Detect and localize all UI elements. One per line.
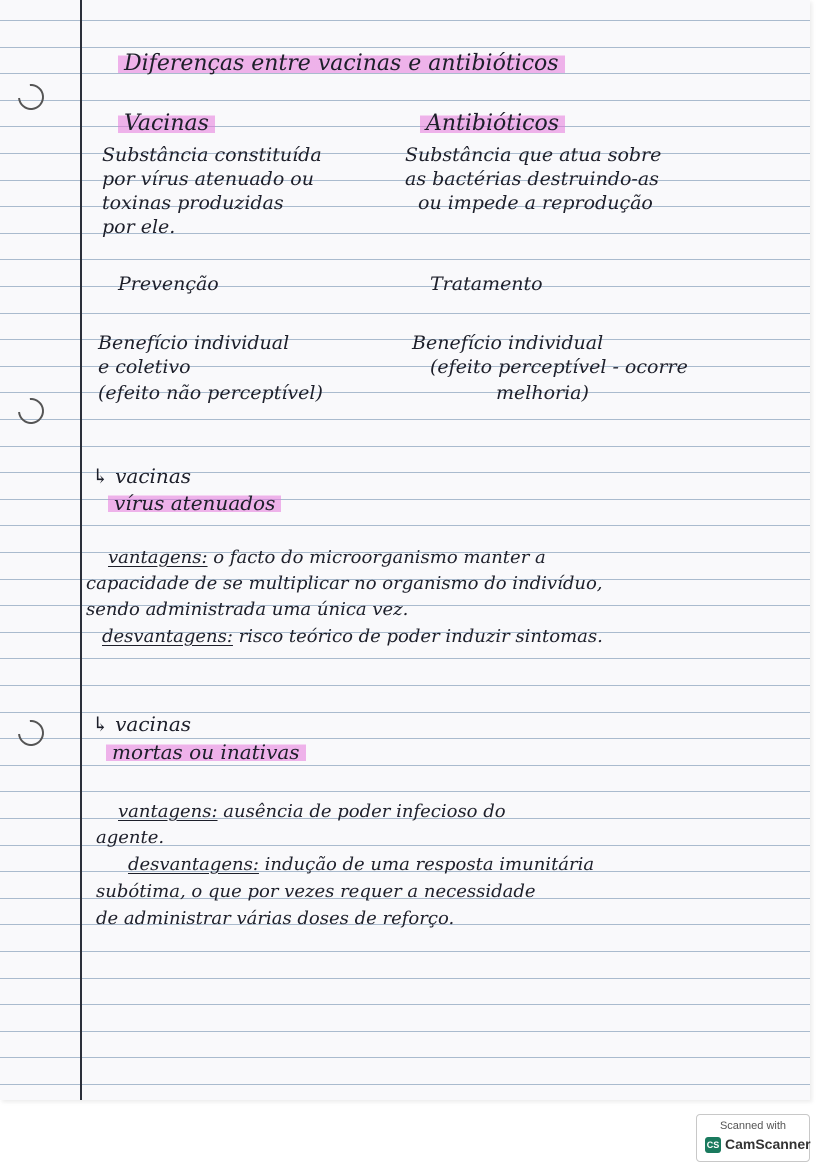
atenuadas-arrow-title: ↳ vacinas [92,464,192,488]
binder-hole-mark [13,715,50,752]
ruled-line [0,1004,810,1005]
desvantagens-label: desvantagens: [102,626,233,647]
camscanner-brand: CamScanner [725,1136,811,1152]
ruled-line [0,685,810,686]
ruled-line [0,738,810,739]
mortas-desvantagens: desvantagens: indução de uma resposta imunitária [128,854,595,875]
ruled-line [0,259,810,260]
ruled-line [0,765,810,766]
mortas-desvantagens-line: de administrar várias doses de reforço. [96,908,455,929]
mortas-vantagens: vantagens: ausência de poder infecioso do [118,801,506,822]
antibioticos-definition-line: ou impede a reprodução [418,192,653,214]
vantagens-label: vantagens: [108,547,208,568]
ruled-line [0,791,810,792]
vacinas-benefit-line: Benefício individual [98,332,290,354]
scanned-with-label: Scanned with [719,1120,787,1132]
ruled-line [0,951,810,952]
binder-hole-mark [13,79,50,116]
ruled-line [0,525,810,526]
ruled-line [0,1084,810,1085]
margin-line [80,0,82,1100]
atenuadas-subtitle: vírus atenuados [108,491,281,515]
vacinas-benefit-line: (efeito não perceptível) [98,382,323,404]
ruled-line [0,978,810,979]
atenuadas-desvantagens: desvantagens: risco teórico de poder induzir sintomas. [102,626,603,647]
mortas-vantagens-line: agente. [96,827,165,848]
mortas-desvantagens-line: subótima, o que por vezes requer a necessidade [96,881,536,902]
ruled-line [0,1057,810,1058]
vantagens-label: vantagens: [118,801,218,822]
atenuadas-vantagens: vantagens: o facto do microorganismo manter a [108,547,546,568]
camscanner-watermark [696,1114,810,1162]
vacinas-purpose: Prevenção [118,273,219,295]
vacinas-definition-line: por ele. [102,216,176,238]
ruled-line [0,100,810,101]
vacinas-definition-line: Substância constituída [102,144,322,166]
antibioticos-benefit-line: Benefício individual [412,332,604,354]
desvantagens-label: desvantagens: [128,854,259,875]
ruled-line [0,446,810,447]
heading-vacinas: Vacinas [118,112,215,136]
ruled-line [0,313,810,314]
mortas-arrow-title: ↳ vacinas [92,712,192,736]
vacinas-definition-line: por vírus atenuado ou [102,168,314,190]
ruled-line [0,658,810,659]
vacinas-definition-line: toxinas produzidas [102,192,284,214]
antibioticos-benefit-line: melhoria) [496,382,589,404]
ruled-line [0,47,810,48]
antibioticos-benefit-line: (efeito perceptível - ocorre [430,356,688,378]
antibioticos-definition-line: as bactérias destruindo-as [405,168,659,190]
atenuadas-vantagens-line: capacidade de se multiplicar no organismo do indivíduo, [86,573,603,594]
ruled-line [0,20,810,21]
antibioticos-definition-line: Substância que atua sobre [405,144,662,166]
page-title: Diferenças entre vacinas e antibióticos [118,52,565,76]
binder-hole-mark [13,393,50,430]
ruled-line [0,419,810,420]
atenuadas-vantagens-line: sendo administrada uma única vez. [86,599,409,620]
ruled-line [0,1031,810,1032]
vacinas-benefit-line: e coletivo [98,356,191,378]
mortas-subtitle: mortas ou inativas [106,740,306,764]
heading-antibioticos: Antibióticos [420,112,565,136]
camscanner-logo-icon: CS [705,1137,721,1153]
antibioticos-purpose: Tratamento [430,273,543,295]
